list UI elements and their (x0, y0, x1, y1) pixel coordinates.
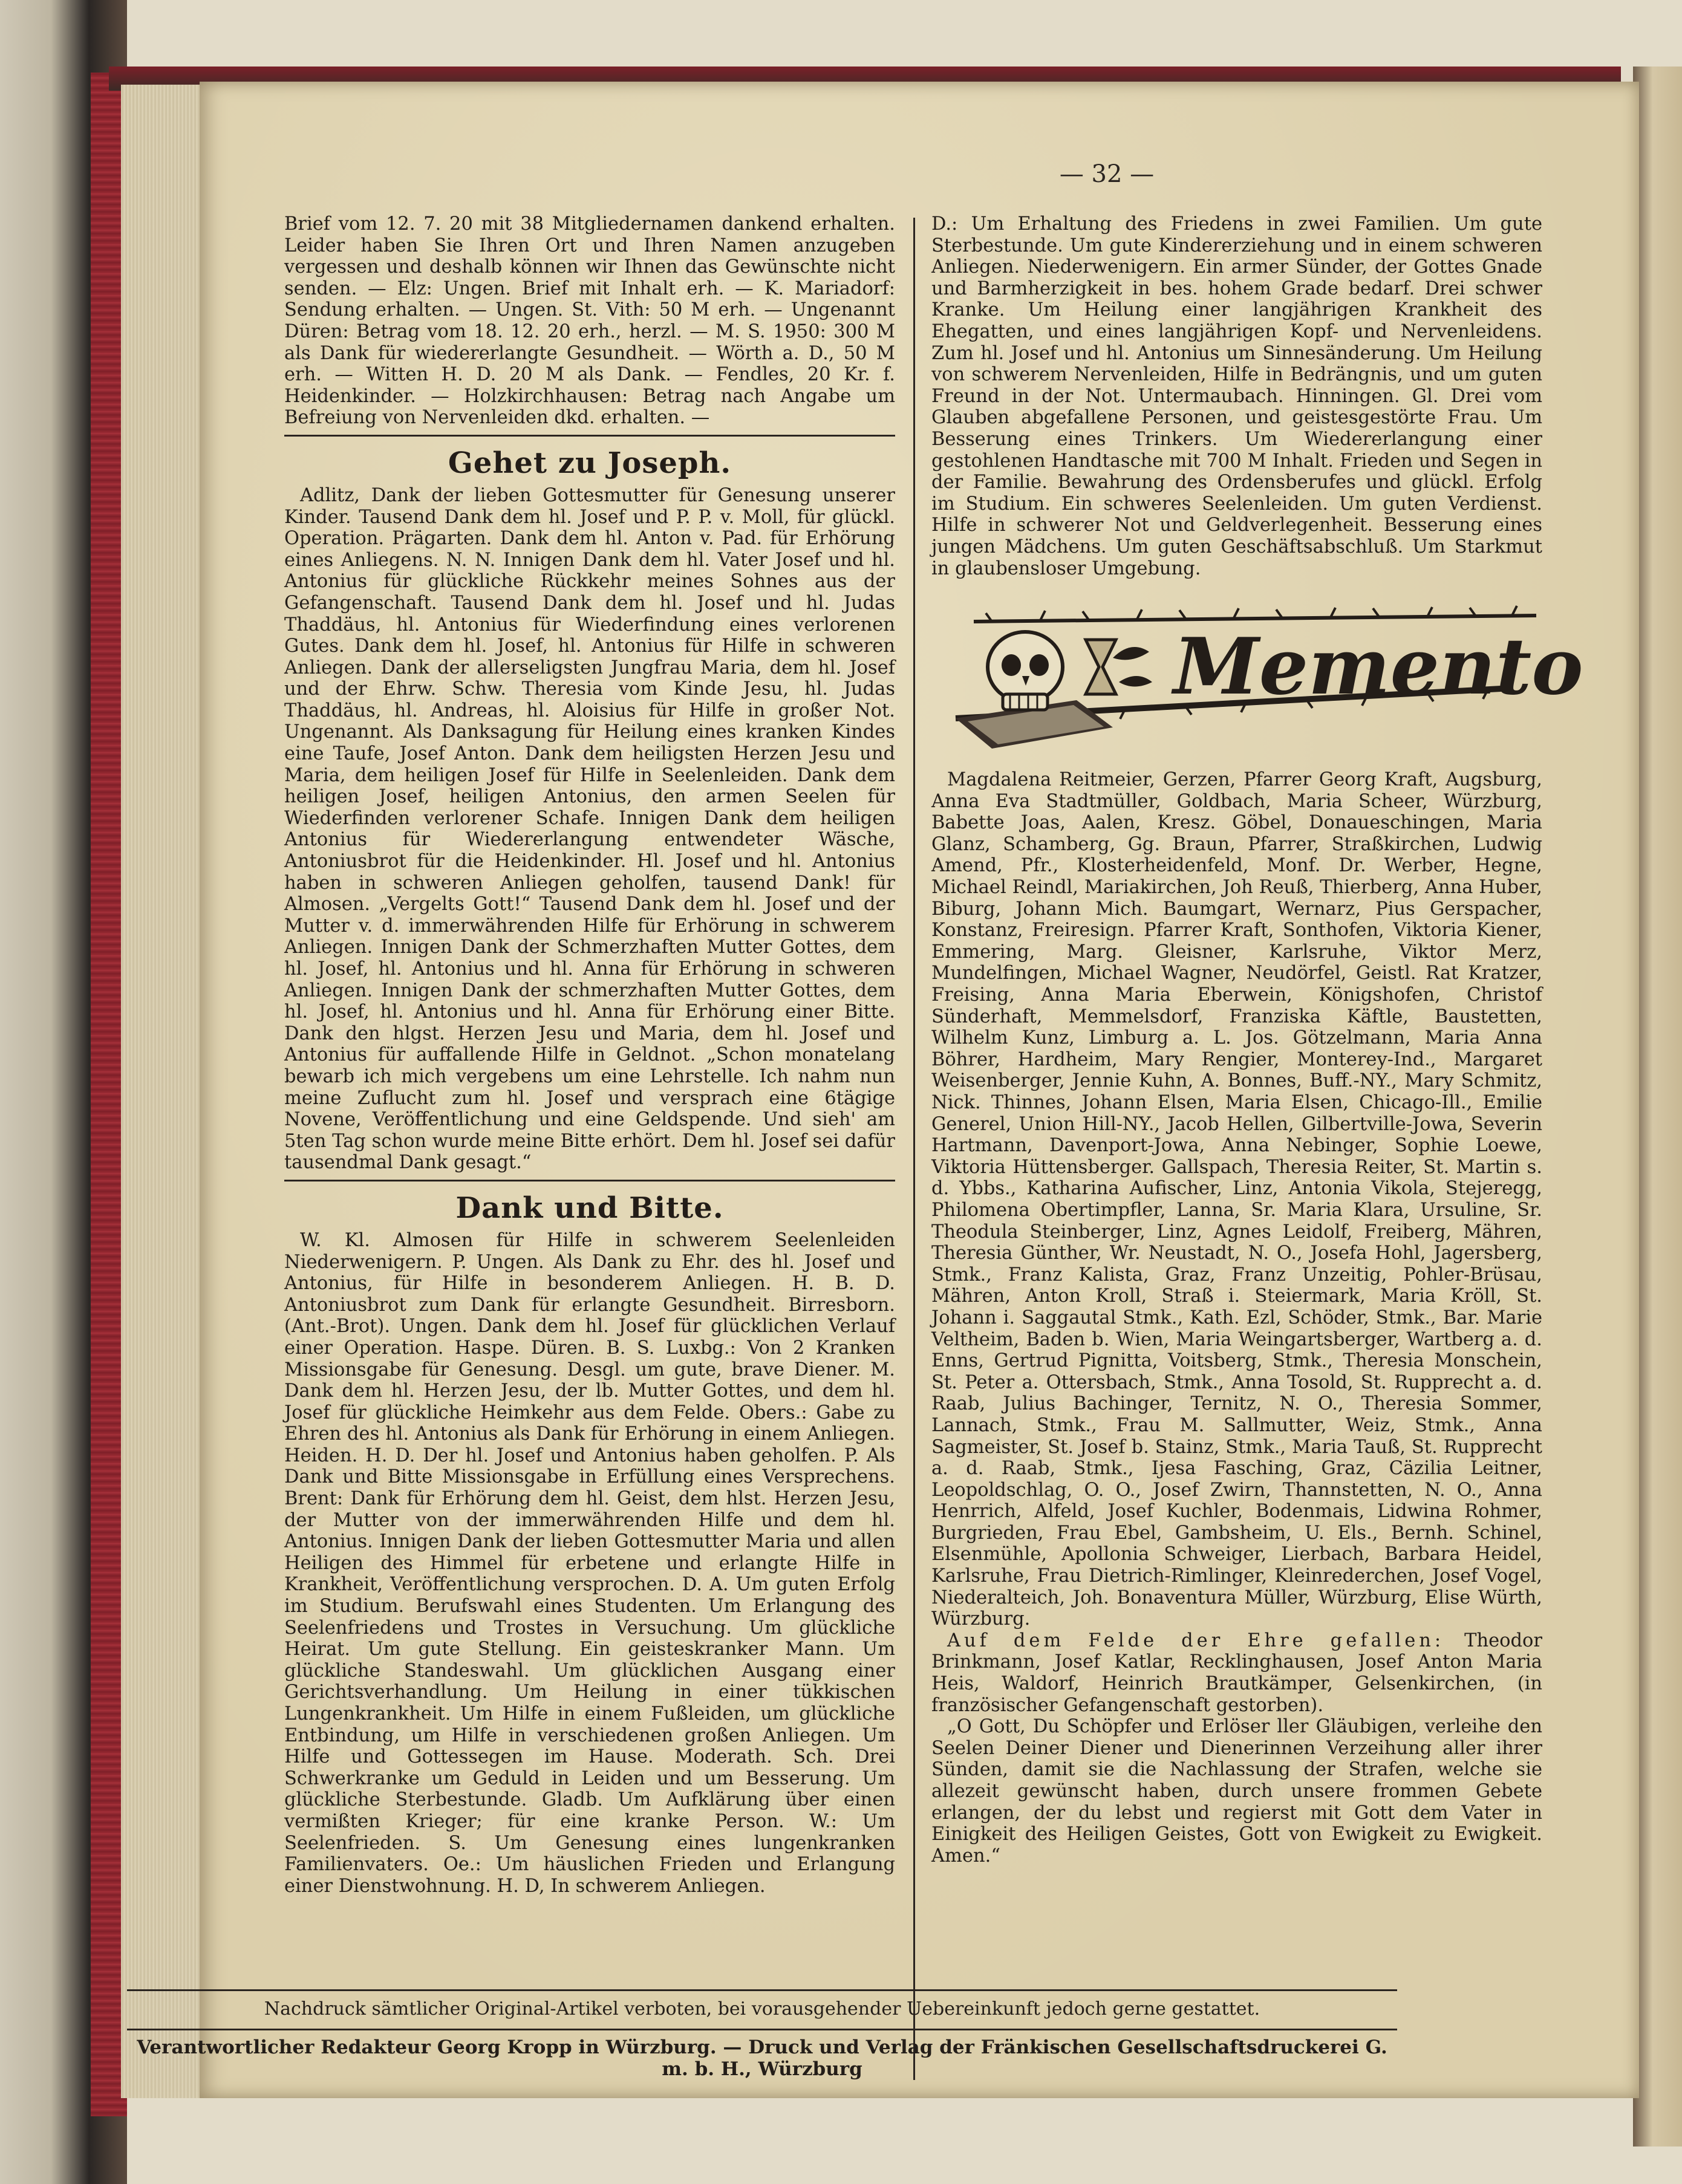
memento-title: Memento (1173, 622, 1583, 713)
column-divider (913, 218, 915, 2080)
memento-death-list: Magdalena Reitmeier, Gerzen, Pfarrer Georg Kraft, Augsburg, Anna Eva Stadtmüller, Goldbach, Maria Scheer, Würzburg, Babette Joas, Aalen, Kresz. Göbel, Donaueschingen, Maria Glanz, Schamberg, Gg. Braun, Pfarrer, Straßkirchen, Ludwig Amend, Pfr., Klosterheidenfeld, Monf. Dr. Werber, Hegne, Michael Reindl, Mariakirchen, Joh Reuß, Thierberg, Anna Huber, Biburg, Johann Mich. Baumgart, Wernarz, Pius Gerspacher, Konstanz, Freiresign. Pfarrer Kraft, Sonthofen, Viktoria Kiener, Emmering, Marg. Gleisner, Karlsruhe, Viktor Merz, Mundelfingen, Michael Wagner, Neudörfel, Geistl. Rat Kratzer, Freising, Anna Maria Eberwein, Königshofen, Christof Sünderhaft, Memmelsdorf, Franziska Käftle, Baustetten, Wilhelm Kunz, Limburg a. L. Jos. Götzelmann, Maria Anna Böhrer, Hardheim, Mary Rengier, Monterey-Ind., Margaret Weisenberger, Jennie Kuhn, A. Bonnes, Buff.-NY., Mary Schmitz, Nick. Thinnes, Johann Elsen, Maria Elsen, Chicago-Ill., Emilie Generel, Union Hill-NY., Jacob Hellen, Gilbertville-Jowa, Severin Hartmann, Davenport-Jowa, Anna Nebinger, Sophie Loewe, Viktoria Hüttensberger. Gallspach, Theresia Reiter, St. Martin s. d. Ybbs., Katharina Aufischer, Linz, Antonia Vikola, Stejeregg, Philomena Obertimpfler, Lanna, Sr. Maria Klara, Ursuline, Sr. Theodula Steinberger, Linz, Agnes Leidolf, Freiberg, Mähren, Theresia Günther, Wr. Neustadt, N. O., Josefa Hohl, Jagersberg, Stmk., Franz Kalista, Graz, Franz Unzeitig, Pohler-Brüsau, Mähren, Anton Kroll, Straß i. Steiermark, Maria Kröll, St. Johann i. Saggautal Stmk., Kath. Ezl, Schöder, Stmk., Bar. Marie Veltheim, Baden b. Wien, Maria Weingartsberger, Wartberg a. d. Enns, Gertrud Pignitta, Voitsberg, Stmk., Theresia Monschein, St. Peter a. Ottersbach, Stmk., Anna Tosold, St. Rupprecht a. d. Raab, Julius Bachinger, Ternitz, N. O., Theresia Sommer, Lannach, Stmk., Frau M. Sallmutter, Weiz, Stmk., Anna Sagmeister, St. Josef b. Stainz, Stmk., Maria Tauß, St. Rupprecht a. d. Raab, Stmk., Ijesa Fasching, Graz, Cäzilia Leitner, Leopoldschlag, O. O., Josef Zwirn, Thannstetten, N. O., Anna Henrrich, Alfeld, Josef Kuchler, Bodenmais, Lidwina Rohmer, Burgrieden, Frau Ebel, Gambsheim, U. Els., Bernh. Schinel, Elsenmühle, Apollonia Schweiger, Lierbach, Barbara Heidel, Karlsruhe, Frau Dietrich-Rimlinger, Kleinrederchen, Josef Vogel, Niederalteich, Joh. Bonaventura Müller, Würzburg, Elise Würth, Würzburg. (931, 769, 1542, 1630)
page-number: — 32 — (1059, 160, 1155, 188)
memento-banner (931, 597, 1583, 755)
left-column (284, 213, 895, 1897)
heading-gehet-zu-joseph: Gehet zu Joseph. (448, 446, 732, 480)
page-stack-edges (121, 85, 206, 2098)
continuation-paragraph: D.: Um Erhaltung des Friedens in zwei Familien. Um gute Sterbestunde. Um gute Kindererziehung und in einem schweren Anliegen. Niederwenigern. Ein armer Sünder, der Gottes Gnade und Barmherzigkeit in bes. hohem Grade bedarf. Drei schwer Kranke. Um Heilung einer langjährigen Krankheit des Ehegatten, und eines langjährigen Kopf- und Nervenleidens. Zum hl. Josef und hl. Antonius um Sinnesänderung. Um Heilung von schwerem Nervenleiden, Hilfe in Bedrängnis, und um guten Freund in der Not. Untermaubach. Hinningen. Gl. Drei vom Glauben abgefallene Personen, und geistesgestörte Frau. Um Besserung eines Trinkers. Um Wiedererlangung einer gestohlenen Handtasche mit 700 M Inhalt. Frieden und Segen in der Familie. Bewahrung des Ordensberufes und glückl. Erfolg im Studium. Ein schweres Seelenleiden. Um guten Verdienst. Hilfe in schwerer Not und Geldverlegenheit. Besserung eines jungen Mädchens. Um guten Geschäftsabschluß. Um Starkmut in glaubensloser Umgebung. (931, 213, 1542, 579)
footer-rule (127, 1989, 1397, 1991)
printed-page (200, 82, 1639, 2098)
section-rule (284, 435, 895, 437)
publisher-imprint: Verantwortlicher Redakteur Georg Kropp in Würzburg. — Druck und Verlag der Fränkischen Gesellschaftsdruckerei G. m. b. H., Würzburg (137, 2036, 1387, 2080)
footer-rule-lower (127, 2029, 1397, 2030)
reprint-notice: Nachdruck sämtlicher Original-Artikel verboten, bei vorausgehender Uebereinkunft jedoch gerne gestattet. (264, 1998, 1260, 2020)
section-rule (284, 1180, 895, 1181)
section-gehet-zu-joseph: Adlitz, Dank der lieben Gottesmutter für Genesung unserer Kinder. Tausend Dank dem hl. Josef und P. P. v. Moll, für glückl. Operation. Prägarten. Dank dem hl. Anton v. Pad. für Erhörung eines Anliegens. N. N. Innigen Dank dem hl. Vater Josef und hl. Antonius für glückliche Rückkehr meines Sohnes aus der Gefangenschaft. Tausend Dank dem hl. Josef und hl. Judas Thaddäus, hl. Antonius für Wiederfindung eines verlorenen Gutes. Dank dem hl. Josef, hl. Antonius für Hilfe in schweren Anliegen. Dank der allerseligsten Jungfrau Maria, dem hl. Josef und der Ehrw. Schw. Theresia vom Kinde Jesu, hl. Judas Thaddäus, hl. Andreas, hl. Aloisius für Hilfe in großer Not. Ungenannt. Als Danksagung für Heilung eines kranken Kindes eine Taufe, Josef Anton. Dank dem heiligsten Herzen Jesu und Maria, dem heiligen Josef für Hilfe in Seelenleiden. Dank dem heiligen Josef, heiligen Antonius, den armen Seelen für Wiederfinden verlorener Schafe. Innigen Dank dem heiligen Antonius für Wiedererlangung entwendeter Wäsche, Antoniusbrot für die Heidenkinder. Hl. Josef und hl. Antonius haben in schweren Anliegen geholfen, tausend Dank! für Almosen. „Vergelts Gott!“ Tausend Dank dem hl. Josef und der Mutter v. d. immerwährenden Hilfe für Erhörung in schwerem Anliegen. Innigen Dank der Schmerzhaften Mutter Gottes, dem hl. Josef, hl. Antonius und hl. Anna für Erhörung in schweren Anliegen. Innigen Dank der schmerzhaften Mutter Gottes, dem hl. Josef, hl. Antonius und hl. Anna für Erhörung einer Bitte. Dank den hlgst. Herzen Jesu und Maria, dem hl. Josef und Antonius für auffallende Hilfe in Geldnot. „Schon monatelang bewarb ich mich vergebens um eine Lehrstelle. Ich nahm nun meine Zuflucht zum hl. Josef und versprach eine 6tägige Novene, Veröffentlichung und eine Geldspende. Und sieh' am 5ten Tag schon wurde meine Bitte erhört. Dem hl. Josef sei dafür tausendmal Dank gesagt.“ (284, 484, 895, 1174)
fallen-in-war-list: Theodor Brinkmann, Josef Katlar, Recklinghausen, Josef Anton Maria Heis, Waldorf, Heinrich Brautkämper, Gelsenkirchen, (in französischer Gefangenschaft gestorben). (931, 1630, 1542, 1716)
section-dank-und-bitte: W. Kl. Almosen für Hilfe in schwerem Seelenleiden Niederwenigern. P. Ungen. Als Dank zu Ehr. des hl. Josef und Antonius, für Hilfe in besonderem Anliegen. H. B. D. Antoniusbrot zum Dank für erlangte Gesundheit. Birresborn. (Ant.-Brot). Ungen. Dank dem hl. Josef für glücklichen Verlauf einer Operation. Haspe. Düren. B. S. Luxbg.: Von 2 Kranken Missionsgabe für Genesung. Desgl. um gute, brave Diener. M. Dank dem hl. Herzen Jesu, der lb. Mutter Gottes, und dem hl. Josef für glückliche Heimkehr aus dem Felde. Obers.: Gabe zu Ehren des hl. Antonius als Dank für Erhörung in einem Anliegen. Heiden. H. D. Der hl. Josef und Antonius haben geholfen. P. Als Dank und Bitte Missionsgabe in Erfüllung eines Versprechens. Brent: Dank für Erhörung dem hl. Geist, dem hlst. Herzen Jesu, der Mutter von der immerwährenden Hilfe und dem hl. Antonius. Innigen Dank der lieben Gottesmutter Maria und allen Heiligen des Himmel für erbetene und erlangte Hilfe in Krankheit, Veröffentlichung versprochen. D. A. Um guten Erfolg im Studium. Berufswahl eines Studenten. Um Erlangung des Seelenfriedens und Trostes in Versuchung. Um glückliche Heirat. Um gute Stellung. Ein geisteskranker Mann. Um glückliche Standeswahl. Um glücklichen Ausgang einer Gerichtsverhandlung. Um Heilung in einer tükkischen Lungenkrankheit. Um Hilfe in einem Fußleiden, um glückliche Entbindung, um Hilfe in verschiedenen großen Anliegen. Um Hilfe und Gottessegen im Hause. Moderath. Sch. Drei Schwerkranke um Geduld in Leiden und um Besserung. Um glückliche Sterbestunde. Gladb. Um Aufklärung über einen vermißten Krieger; für eine kranke Person. W.: Um Seelenfrieden. S. Um Genesung eines lungenkranken Familienvaters. Oe.: Um häuslichen Frieden und Erlangung einer Dienstwohnung. H. D, In schwerem Anliegen. (284, 1229, 895, 1897)
heading-dank-und-bitte: Dank und Bitte. (455, 1191, 724, 1225)
right-column (931, 213, 1583, 1867)
facing-page-edge (1633, 67, 1682, 2147)
fallen-in-war-lead: Auf dem Felde der Ehre gefallen: (947, 1630, 1445, 1651)
intro-paragraph: Brief vom 12. 7. 20 mit 38 Mitgliedernamen dankend erhalten. Leider haben Sie Ihren Ort und Ihren Namen anzugeben vergessen und deshalb können wir Ihnen das Gewünschte nicht senden. — Elz: Ungen. Brief mit Inhalt erh. — K. Mariadorf: Sendung erhalten. — Ungen. St. Vith: 50 M erh. — Ungenannt Düren: Betrag vom 18. 12. 20 erh., herzl. — M. S. 1950: 300 M als Dank für wiedererlangte Gesundheit. — Wörth a. D., 50 M erh. — Witten H. D. 20 M als Dank. — Fendles, 20 Kr. f. Heidenkinder. — Holzkirchhausen: Betrag nach Angabe um Befreiung von Nervenleiden dkd. erhalten. — (284, 213, 895, 429)
closing-prayer: „O Gott, Du Schöpfer und Erlöser ller Gläubigen, verleihe den Seelen Deiner Diener und Dienerinnen Verzeihung aller ihrer Sünden, damit sie die Nachlassung der Strafen, welche sie allezeit gewünscht haben, durch unsere frommen Gebete erlangen, der du lebst und regierst mit Gott dem Vater in Einigkeit des Heiligen Geistes, Gott von Ewigkeit zu Ewigkeit. Amen.“ (931, 1716, 1542, 1867)
